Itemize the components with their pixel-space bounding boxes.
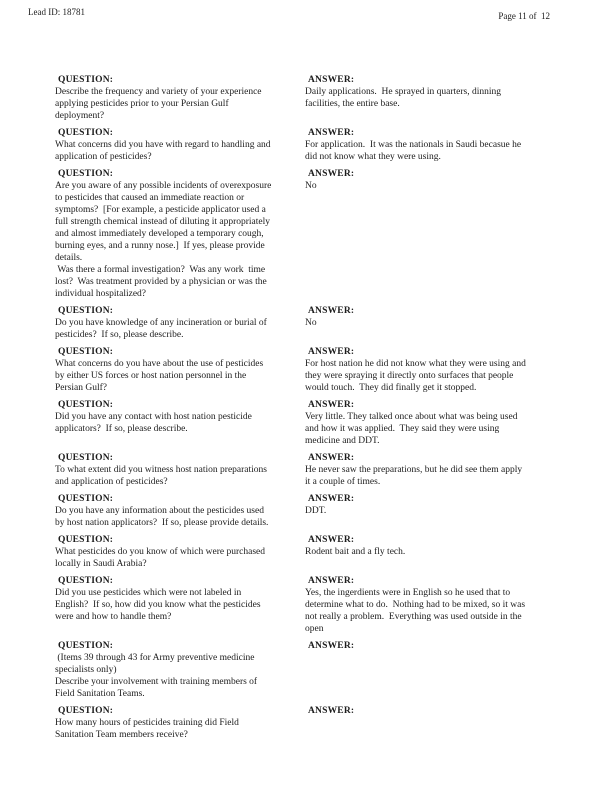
question-block — [55, 452, 305, 488]
answer-heading: ANSWER: — [308, 128, 355, 138]
answer-block — [305, 493, 587, 529]
answer-heading: ANSWER: — [308, 576, 355, 586]
question-heading: QUESTION: — [58, 169, 114, 179]
qa-row — [55, 346, 587, 394]
question-heading: QUESTION: — [58, 453, 114, 463]
qa-row — [55, 452, 587, 488]
qa-row — [55, 168, 587, 300]
qa-row — [55, 493, 587, 529]
lead-id: Lead ID: 18781 — [28, 7, 85, 17]
question-heading: QUESTION: — [58, 306, 114, 316]
question-heading: QUESTION: — [58, 706, 114, 716]
question-block — [55, 575, 305, 635]
qa-row — [55, 399, 587, 447]
question-heading: QUESTION: — [58, 400, 114, 410]
qa-row — [55, 640, 587, 700]
question-block — [55, 127, 305, 163]
question-text: Are you aware of any possible incidents of overexposure to pesticides that caused an immediate reaction or symptoms? [For example, a pesticide applicator used a full strength chemical instead of diluting it appropriately and almost immediately developed a temporary cough, burning eyes, and a runny nose.] If yes, please provide details. Was there a formal investigation? Was any work time lost? Was treatment provided by a physician or was the individual hospitalized? — [55, 181, 272, 299]
answer-block — [305, 452, 587, 488]
answer-heading: ANSWER: — [308, 347, 355, 357]
qa-row — [55, 575, 587, 635]
question-block — [55, 168, 305, 300]
answer-block — [305, 534, 587, 570]
answer-heading: ANSWER: — [308, 306, 355, 316]
question-block — [55, 534, 305, 570]
answer-heading: ANSWER: — [308, 494, 355, 504]
question-heading: QUESTION: — [58, 75, 114, 85]
question-text: Did you have any contact with host nation pesticide applicators? If so, please describe. — [55, 412, 252, 434]
answer-block — [305, 346, 587, 394]
answer-heading: ANSWER: — [308, 641, 355, 651]
answer-block — [305, 399, 587, 447]
question-text: (Items 39 through 43 for Army preventive medicine specialists only) Describe your involvement with training members of Field Sanitation Teams. — [55, 653, 258, 699]
answer-block — [305, 74, 587, 122]
question-heading: QUESTION: — [58, 347, 114, 357]
qa-row — [55, 534, 587, 570]
answer-text: Very little. They talked once about what was being used and how it was applied. They said they were using medicine and DDT. — [305, 412, 518, 446]
answer-block — [305, 575, 587, 635]
question-text: Do you have any information about the pesticides used by host nation applicators? If so, please provide details. — [55, 506, 269, 528]
page-header — [28, 7, 550, 21]
question-heading: QUESTION: — [58, 128, 114, 138]
answer-heading: ANSWER: — [308, 453, 355, 463]
page-number: Page 11 of 12 — [498, 11, 550, 21]
answer-heading: ANSWER: — [308, 75, 355, 85]
question-block — [55, 640, 305, 700]
question-block — [55, 705, 305, 741]
qa-list — [55, 74, 587, 746]
question-block — [55, 493, 305, 529]
question-heading: QUESTION: — [58, 494, 114, 504]
answer-text: For host nation he did not know what they were using and they were spraying it directly onto surfaces that people would touch. They did finally get it stopped. — [305, 359, 526, 393]
answer-heading: ANSWER: — [308, 706, 355, 716]
answer-block — [305, 705, 587, 741]
question-block — [55, 399, 305, 447]
answer-text: For application. It was the nationals in Saudi becasue he did not know what they were using. — [305, 140, 522, 162]
answer-heading: ANSWER: — [308, 169, 355, 179]
answer-text: No — [305, 181, 317, 191]
qa-row — [55, 74, 587, 122]
question-block — [55, 305, 305, 341]
question-text: How many hours of pesticides training did Field Sanitation Team members receive? — [55, 718, 239, 740]
question-block — [55, 346, 305, 394]
answer-text: No — [305, 318, 317, 328]
answer-text: Rodent bait and a fly tech. — [305, 547, 406, 557]
answer-text: Yes, the ingerdients were in English so he used that to determine what to do. Nothing had to be mixed, so it was not really a problem. Everything was used outside in the open — [305, 588, 526, 634]
answer-text: Daily applications. He sprayed in quarters, dinning facilities, the entire base. — [305, 87, 502, 109]
question-block — [55, 74, 305, 122]
answer-text: DDT. — [305, 506, 327, 516]
question-text: What concerns did you have with regard to handling and application of pesticides? — [55, 140, 271, 162]
answer-block — [305, 640, 587, 700]
question-heading: QUESTION: — [58, 576, 114, 586]
question-heading: QUESTION: — [58, 641, 114, 651]
question-text: To what extent did you witness host nation preparations and application of pesticides? — [55, 465, 267, 487]
question-text: What concerns do you have about the use of pesticides by either US forces or host nation personnel in the Persian Gulf? — [55, 359, 264, 393]
answer-block — [305, 127, 587, 163]
answer-heading: ANSWER: — [308, 400, 355, 410]
question-text: Do you have knowledge of any incineration or burial of pesticides? If so, please describe. — [55, 318, 267, 340]
answer-heading: ANSWER: — [308, 535, 355, 545]
answer-block — [305, 168, 587, 300]
question-heading: QUESTION: — [58, 535, 114, 545]
qa-row — [55, 305, 587, 341]
question-text: Describe the frequency and variety of your experience applying pesticides prior to your Persian Gulf deployment? — [55, 87, 262, 121]
answer-text: He never saw the preparations, but he did see them apply it a couple of times. — [305, 465, 523, 487]
qa-row — [55, 705, 587, 741]
question-text: Did you use pesticides which were not labeled in English? If so, how did you know what the pesticides were and how to handle them? — [55, 588, 261, 622]
answer-block — [305, 305, 587, 341]
question-text: What pesticides do you know of which were purchased locally in Saudi Arabia? — [55, 547, 265, 569]
qa-row — [55, 127, 587, 163]
